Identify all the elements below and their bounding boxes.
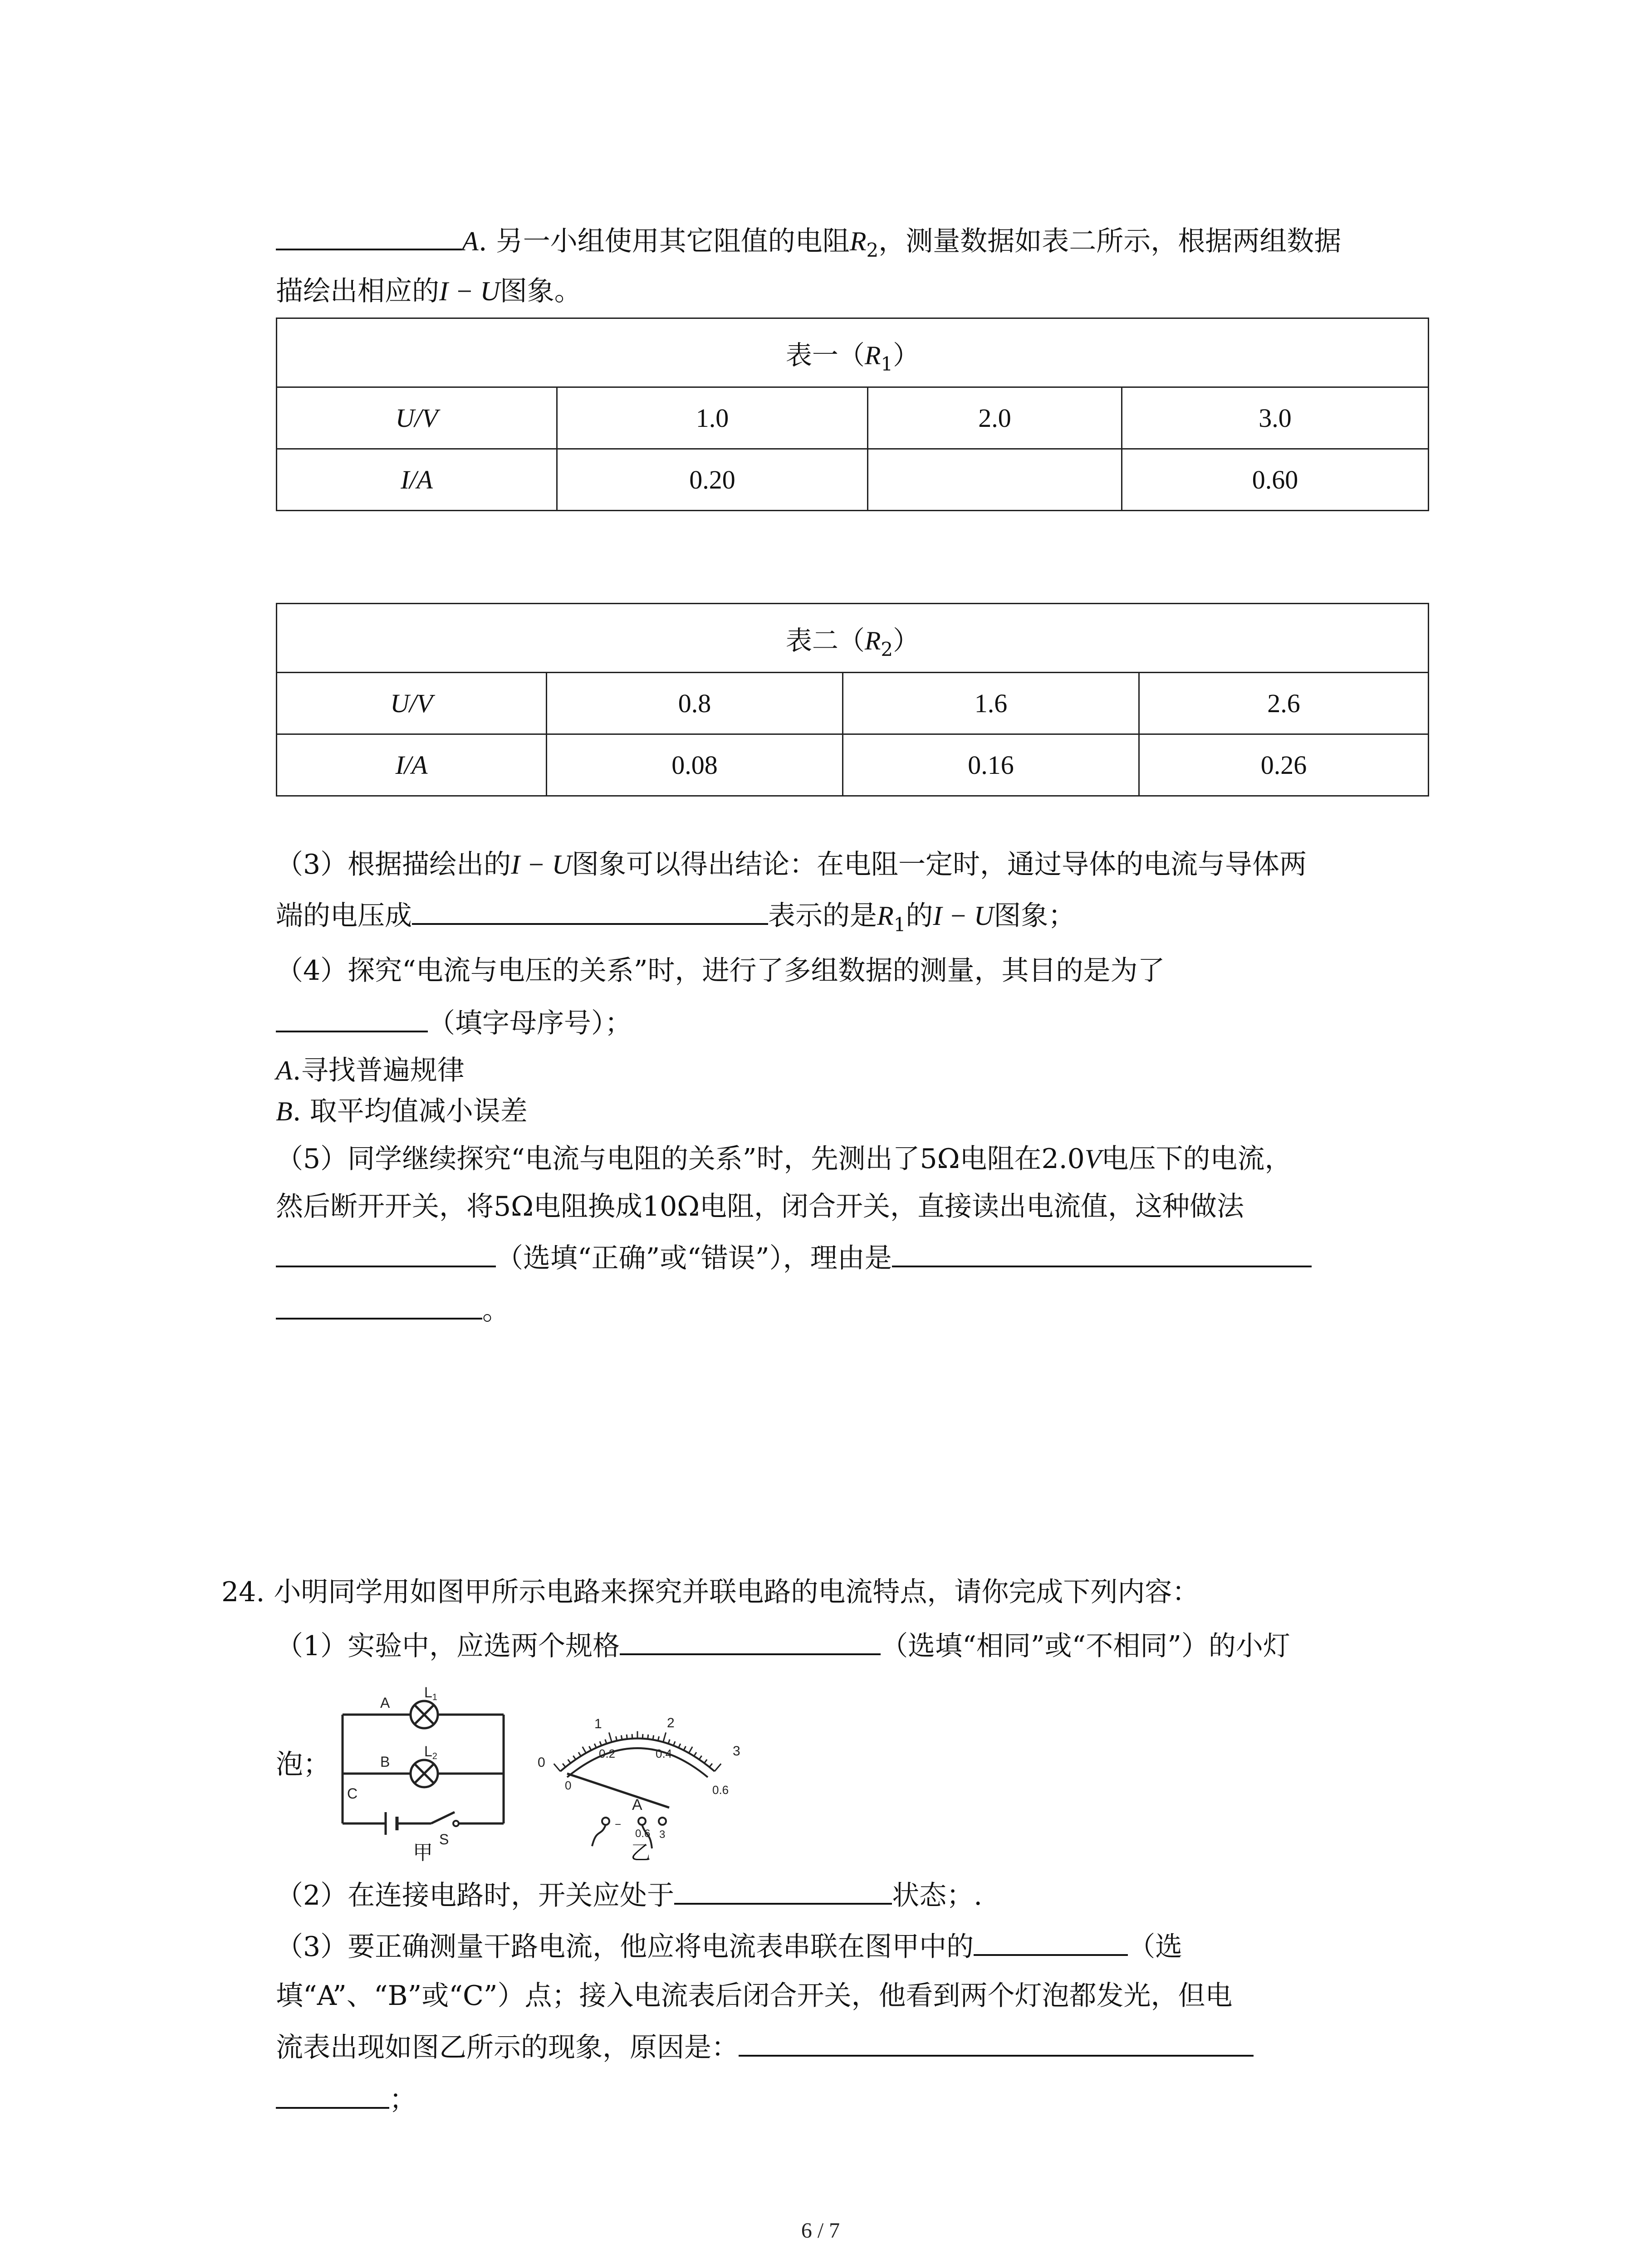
point-b-label: B [380, 1754, 390, 1770]
scale-tick [704, 1760, 707, 1763]
q5-line4: 。 [276, 1290, 509, 1329]
answer-blank[interactable] [276, 2080, 389, 2109]
table-r1-caption: 表一$(R_1)$ [277, 318, 1429, 387]
scale-top-3: 3 [733, 1744, 740, 1759]
scale-bottom-1: 0.2 [599, 1747, 616, 1760]
answer-blank[interactable] [620, 1626, 881, 1655]
table-row: U/V 1.0 2.0 3.0 [277, 387, 1429, 449]
q4-option-a: A.寻找普遍规律 [276, 1055, 465, 1086]
scale-bottom-0: 0 [565, 1779, 572, 1792]
scale-tick [689, 1747, 692, 1753]
q4-option-b: B. 取平均值减小误差 [276, 1095, 528, 1127]
q4-line2: （填字母序号）； [276, 1003, 632, 1041]
q5-line2: 然后断开开关，将5Ω电阻换成10Ω电阻，闭合开关，直接读出电流值，这种做法 [276, 1191, 1244, 1222]
lamp-l1-label: L1 [424, 1684, 437, 1702]
circuit-diagram-jia [336, 1683, 517, 1855]
answer-blank[interactable] [412, 896, 768, 925]
figure-yi-caption: 乙 [631, 1841, 651, 1864]
scale-tick [600, 1741, 602, 1745]
ammeter-needle [567, 1774, 669, 1808]
scale-tick [594, 1744, 596, 1748]
scale-tick [578, 1752, 581, 1756]
q5-line3: （选填“正确”或“错误”），理由是 [276, 1238, 1312, 1276]
scale-tick [715, 1764, 721, 1771]
scale-tick [679, 1744, 681, 1748]
empty-cell [868, 449, 1122, 511]
q24-s3-line1: （3）要正确测量干路电流，他应将电流表串联在图甲中的 （选 [276, 1927, 1182, 1965]
answer-blank[interactable] [276, 1003, 428, 1032]
scale-tick [621, 1735, 622, 1740]
paragraph-a-line1: A. 另一小组使用其它阻值的电阻$R_2$，测量数据如表二所示，根据两组数据 [276, 221, 1341, 259]
q24-s3-line2: 填“A”、“B”或“C”）点；接入电流表后闭合开关，他看到两个灯泡都发光，但电 [276, 1980, 1233, 2012]
page-number: 6 / 7 [801, 2219, 840, 2243]
table-row: U/V 0.8 1.6 2.6 [277, 673, 1429, 734]
scale-tick [673, 1741, 675, 1745]
q24-s1-line2: 泡； [276, 1749, 330, 1780]
scale-bottom-3: 0.6 [712, 1783, 729, 1797]
scale-tick [554, 1764, 560, 1771]
q4-line1: （4）探究“电流与电压的关系”时，进行了多组数据的测量，其目的是为了 [276, 955, 1165, 987]
scale-tick [589, 1746, 591, 1750]
scale-tick [694, 1752, 696, 1756]
table-row: I/A 0.20 0.60 [277, 449, 1429, 511]
scale-top-0: 0 [538, 1755, 545, 1770]
q3-line2: 端的电压成 表示的是$R_1$的I − U图象； [276, 896, 1075, 934]
terminal-label-06: 0.6 [635, 1828, 651, 1840]
q24-s3-line3: 流表出现如图乙所示的现象，原因是： [276, 2028, 1254, 2066]
unit-label: A [632, 1796, 642, 1813]
scale-top-2: 2 [667, 1716, 675, 1730]
question-number: 24. [221, 1576, 265, 1608]
answer-blank[interactable] [892, 1238, 1312, 1267]
answer-blank[interactable] [739, 2028, 1254, 2057]
q24-stem: 24. 小明同学用如图甲所示电路来探究并联电路的电流特点，请你完成下列内容： [221, 1576, 1200, 1608]
ammeter-dial-yi [533, 1692, 751, 1851]
switch-label: S [439, 1831, 449, 1848]
answer-blank[interactable] [276, 1238, 496, 1267]
paragraph-a-line2: 描绘出相应的I − U图象。 [276, 275, 582, 307]
q24-s2: （2）在连接电路时，开关应处于 状态；. [276, 1876, 982, 1914]
q24-s1-line1: （1）实验中，应选两个规格 （选填“相同”或“不相同”）的小灯 [276, 1626, 1290, 1664]
scale-tick [668, 1740, 670, 1744]
answer-blank[interactable] [276, 221, 462, 250]
q5-line1: （5）同学继续探究“电流与电阻的关系”时，先测出了5Ω电阻在2.0V电压下的电流， [276, 1143, 1292, 1175]
point-c-label: C [347, 1785, 358, 1802]
answer-blank[interactable] [276, 1290, 482, 1320]
scale-tick [568, 1760, 571, 1763]
answer-blank[interactable] [974, 1927, 1128, 1956]
scale-tick [642, 1734, 643, 1739]
figure-jia-caption: 甲 [413, 1841, 433, 1864]
terminal-label-3: 3 [659, 1828, 666, 1841]
table-r2-caption: 表二$(R_2)$ [277, 604, 1429, 673]
scale-tick [605, 1740, 607, 1744]
table-row: I/A 0.08 0.16 0.26 [277, 734, 1429, 796]
terminal-label-neg: − [615, 1818, 622, 1831]
terminal-neg [602, 1818, 609, 1825]
scale-top-1: 1 [594, 1716, 602, 1731]
scale-tick [583, 1747, 586, 1753]
scale-tick [573, 1756, 576, 1760]
scale-bottom-2: 0.4 [656, 1747, 672, 1760]
q24-s3-line4: ； [276, 2080, 416, 2118]
scale-tick [710, 1764, 712, 1767]
terminal-06 [638, 1818, 646, 1825]
q3-line1: （3）根据描绘出的I − U图象可以得出结论：在电阻一定时，通过导体的电流与导体两 [276, 849, 1307, 880]
table-r1 [276, 318, 1429, 511]
lamp-l2-label: L2 [424, 1743, 437, 1761]
scale-tick [699, 1756, 702, 1760]
scale-tick [653, 1735, 654, 1740]
terminal-3 [659, 1818, 666, 1825]
scale-tick [663, 1732, 666, 1742]
answer-blank[interactable] [674, 1876, 892, 1905]
scale-tick [609, 1732, 612, 1742]
scale-tick [684, 1746, 686, 1750]
table-r2 [276, 603, 1429, 797]
scale-tick [563, 1764, 565, 1767]
point-a-label: A [380, 1695, 390, 1711]
